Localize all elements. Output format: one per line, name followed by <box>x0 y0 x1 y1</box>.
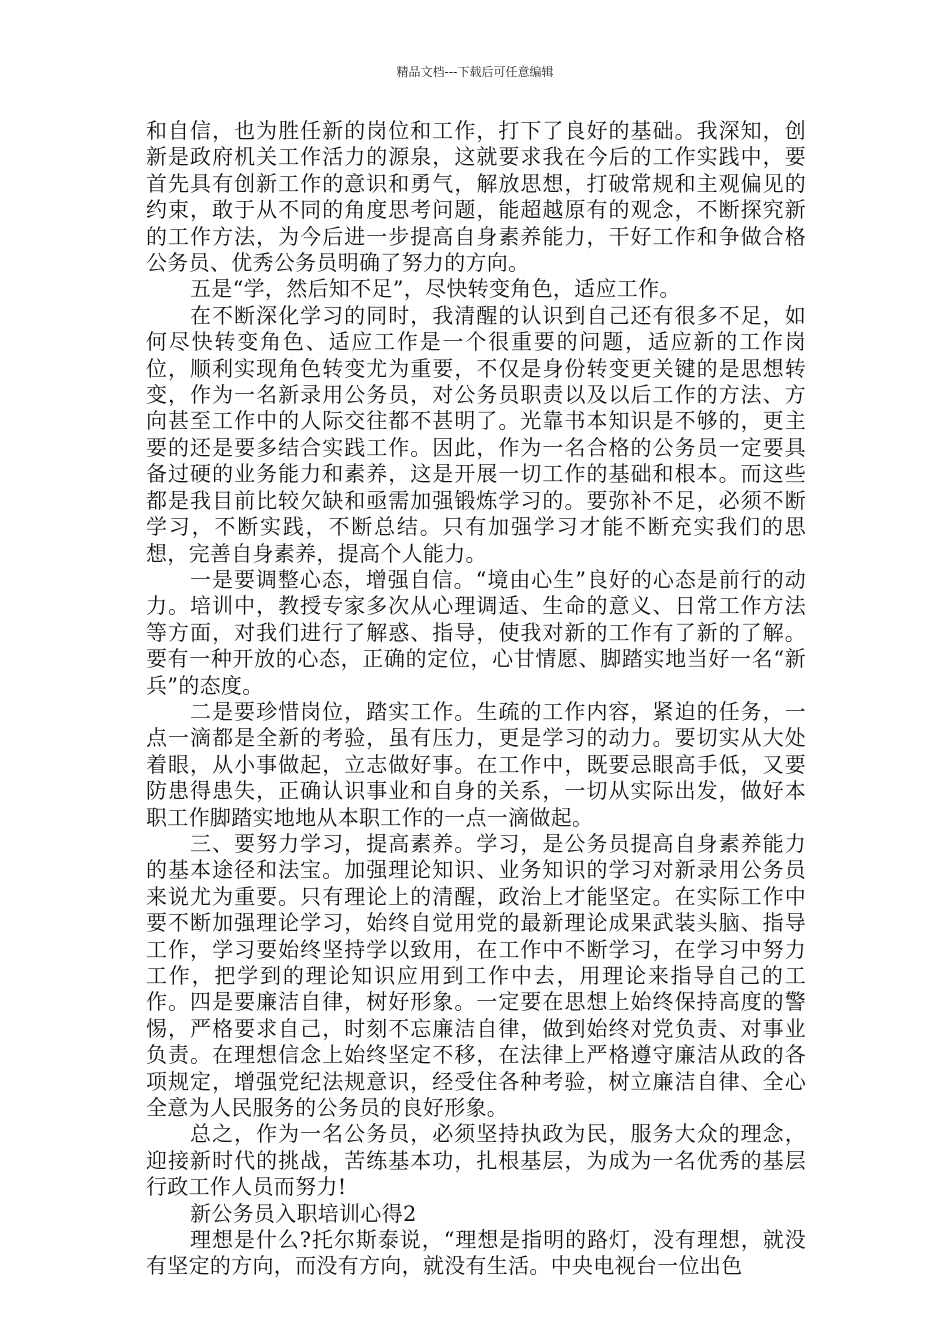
paragraph: 和自信，也为胜任新的岗位和工作，打下了良好的基础。我深知，创新是政府机关工作活力的源泉，这就要求我在今后的工作实践中，要首先具有创新工作的意识和勇气，解放思想，打破常规和主观偏见的约束，敢于从不同的角度思考问题，能超越原有的观念，不断探究新的工作方法，为今后进一步提高自身素养能力，干好工作和争做合格公务员、优秀公务员明确了努力的方向。 <box>146 119 806 276</box>
paragraph: 在不断深化学习的同时，我清醒的认识到自己还有很多不足，如何尽快转变角色、适应工作是一个很重要的问题，适应新的工作岗位，顺利实现角色转变尤为重要，不仅是身份转变更关键的是思想转变，作为一名新录用公务员，对公务员职责以及以后工作的方法、方向甚至工作中的人际交往都不甚明了。光靠书本知识是不够的，更主要的还是要多结合实践工作。因此，作为一名合格的公务员一定要具备过硬的业务能力和素养，这是开展一切工作的基础和根本。而这些都是我目前比较欠缺和亟需加强锻炼学习的。要弥补不足，必须不断学习，不断实践，不断总结。只有加强学习才能不断充实我们的思想，完善自身素养，提高个人能力。 <box>146 303 806 566</box>
paragraph: 理想是什么?托尔斯泰说，“理想是指明的路灯，没有理想，就没有坚定的方向，而没有方向，就没有生活。中央电视台一位出色 <box>146 1228 806 1279</box>
paragraph: 二是要珍惜岗位，踏实工作。生疏的工作内容，紧迫的任务，一点一滴都是全新的考验，虽有压力，更是学习的动力。要切实从大处着眼，从小事做起，立志做好事。在工作中，既要忌眼高手低，又要防患得患失，正确认识事业和自身的关系，一切从实际出发，做好本职工作脚踏实地地从本职工作的一点一滴做起。 <box>146 699 806 830</box>
paragraph: 三、要努力学习，提高素养。学习，是公务员提高自身素养能力的基本途径和法宝。加强理论知识、业务知识的学习对新录用公务员来说尤为重要。只有理论上的清醒，政治上才能坚定。在实际工作中要不断加强理论学习，始终自觉用党的最新理论成果武装头脑、指导工作，学习要始终坚持学以致用，在工作中不断学习，在学习中努力工作，把学到的理论知识应用到工作中去，用理论来指导自己的工作。四是要廉洁自律，树好形象。一定要在思想上始终保持高度的警惕，严格要求自己，时刻不忘廉洁自律，做到始终对党负责、对事业负责。在理想信念上始终坚定不移，在法律上严格遵守廉洁从政的各项规定，增强党纪法规意识，经受住各种考验，树立廉洁自律、全心全意为人民服务的公务员的良好形象。 <box>146 831 806 1121</box>
paragraph: 一是要调整心态，增强自信。“境由心生”良好的心态是前行的动力。培训中，教授专家多次从心理调适、生命的意义、日常工作方法等方面，对我们进行了解惑、指导，使我对新的工作有了新的了解。要有一种开放的心态，正确的定位，心甘情愿、脚踏实地当好一名“新兵”的态度。 <box>146 567 806 698</box>
paragraph: 总之，作为一名公务员，必须坚持执政为民，服务大众的理念，迎接新时代的挑战，苦练基本功，扎根基层，为成为一名优秀的基层行政工作人员而努力! <box>146 1122 806 1200</box>
page-header: 精品文档---下载后可任意编辑 <box>396 65 554 79</box>
document-body <box>146 118 806 1280</box>
section-title: 新公务员入职培训心得2 <box>190 1201 417 1226</box>
paragraph: 五是“学，然后知不足”，尽快转变角色，适应工作。 <box>190 277 681 302</box>
